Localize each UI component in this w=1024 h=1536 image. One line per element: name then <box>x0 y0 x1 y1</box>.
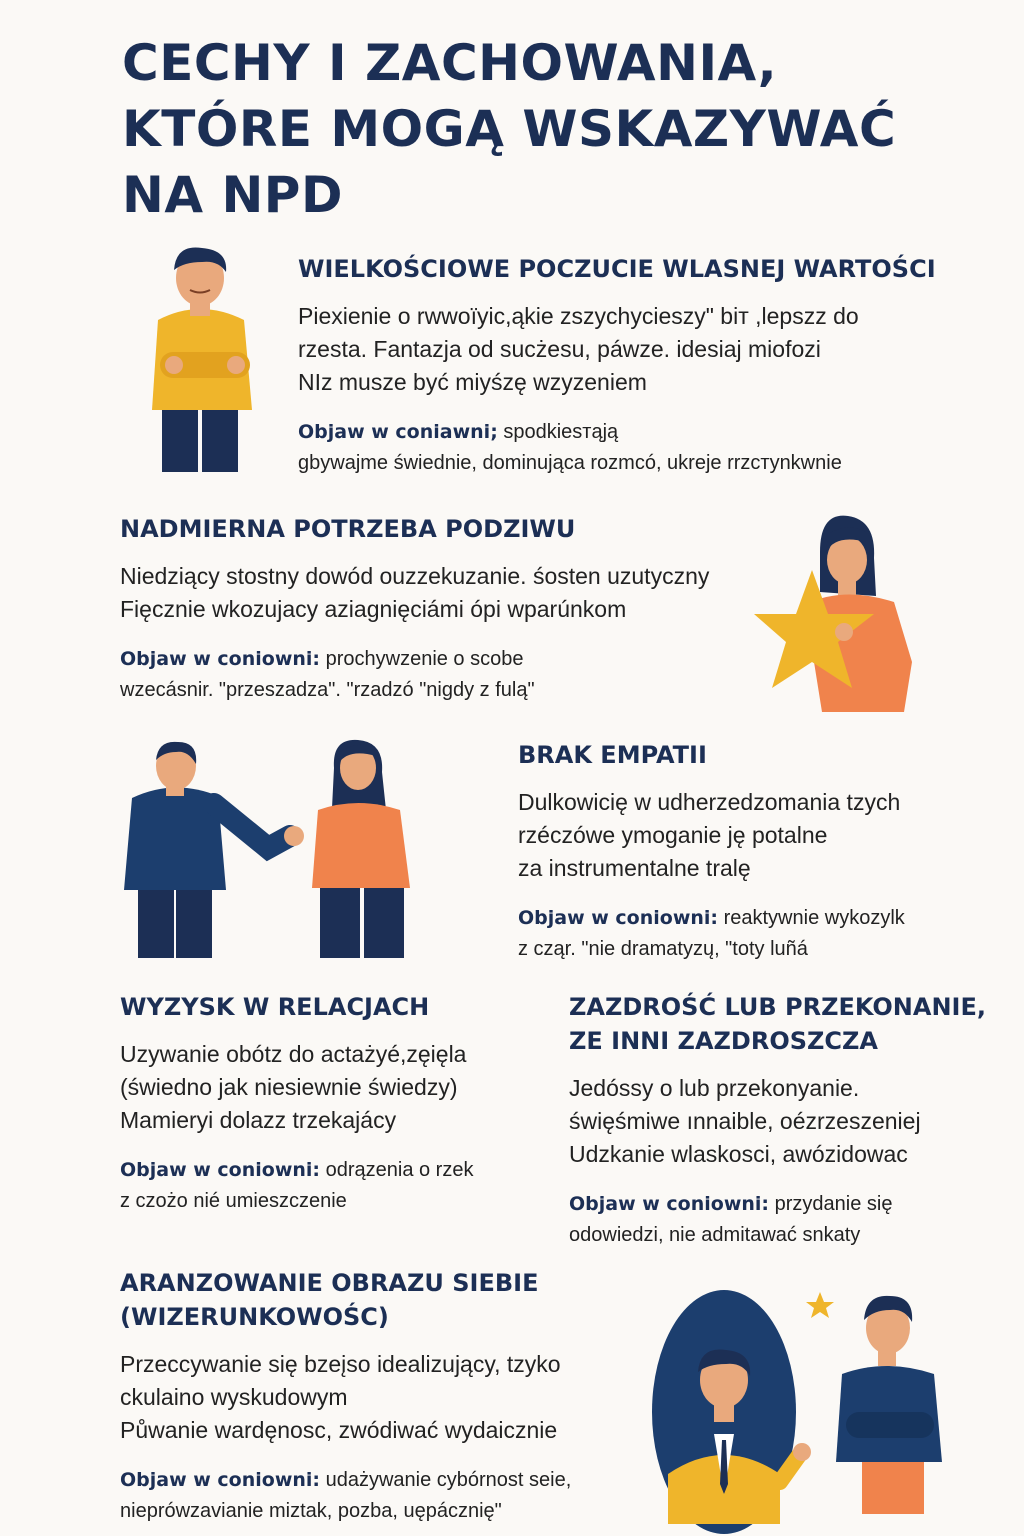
symptom-block <box>518 903 998 965</box>
section-self-image <box>120 1266 660 1527</box>
self-image-portrait-illustration <box>650 1284 950 1536</box>
man-and-woman-conversation-illustration <box>118 738 438 960</box>
symptom-text: odowiedzi, nie admitawać snkaty <box>569 1224 861 1246</box>
symptom-label: Objaw w coniowni: <box>120 1469 321 1491</box>
symptom-label: Objaw w coniowni: <box>518 907 719 929</box>
symptom-text: prochywzenie o scobe <box>325 648 524 670</box>
description-line: Przeccywanie się bzeįso idealizujący, tzyko <box>120 1351 561 1377</box>
description-line: Mamieryi dolazz trzekajácy <box>120 1107 397 1133</box>
symptom-text: wzecásnir. "przeszadza". "rzadzó "nigdy z fulą" <box>120 679 535 701</box>
symptom-text: udażywanie cybórnost seie, <box>325 1469 572 1491</box>
symptom-text: odrązenia o rzek <box>325 1159 474 1181</box>
symptom-block <box>120 1155 550 1217</box>
symptom-block <box>120 1465 660 1527</box>
description-line: Niedziący stostny dowód ouzzekuzanie. śosten uzutyczny <box>120 563 710 589</box>
section-title-line: BRAK EMPATII <box>518 741 707 769</box>
symptom-label: Objaw w coniowni: <box>120 1159 321 1181</box>
section-title <box>569 990 1009 1058</box>
section-title <box>120 1266 660 1334</box>
description-line: rzéczówe ymoganie ję potalne <box>518 822 828 848</box>
woman-with-star-illustration <box>744 512 924 712</box>
description-line: Udzkanie wlaskosci, awózidowac <box>569 1141 908 1167</box>
symptom-text: z czożo nié umieszczenie <box>120 1190 347 1212</box>
symptom-text: z cząr. "nie dramatyzų, "toty luñá <box>518 938 808 960</box>
section-title-line: ZAZDROŚĆ LUB PRZEKONANIE, <box>569 993 986 1021</box>
description-line: ckulaino wyskudowym <box>120 1384 348 1410</box>
section-title-line: WIELKOŚCIOWE POCZUCIE WLASNEJ WARTOŚCI <box>298 255 936 283</box>
symptom-label: Objaw w coniowni: <box>120 648 321 670</box>
section-title-line: ZE INNI ZAZDROSZCZA <box>569 1027 878 1055</box>
description-line: Jedóssy o lub przekonyanie. <box>569 1075 860 1101</box>
section-title <box>120 990 550 1024</box>
section-empathy <box>518 738 998 965</box>
page-title-line: CECHY I ZACHOWANIA, <box>122 34 778 92</box>
description-line: Fięcznie wkozujacy aziagnięciámi ópi wparúnkom <box>120 596 627 622</box>
section-title <box>518 738 998 772</box>
symptom-block <box>298 417 998 479</box>
section-grandiosity <box>298 252 998 479</box>
symptom-text: przydanie się <box>774 1193 893 1215</box>
description-line: za instrumentalne tralę <box>518 855 751 881</box>
description-line: święśmiwe ınnaible, oézrzeszeniej <box>569 1108 921 1134</box>
section-description <box>518 786 998 885</box>
symptom-label: Objaw w coniowni: <box>569 1193 770 1215</box>
page-title-line: NA NPD <box>122 166 343 224</box>
description-line: NIz musze być miyśzę wzyzeniem <box>298 369 647 395</box>
section-title-line: WYZYSK W RELACJACH <box>120 993 430 1021</box>
page-title <box>122 30 942 228</box>
section-description <box>120 1348 660 1447</box>
section-title <box>120 512 760 546</box>
section-description <box>120 1038 550 1137</box>
description-line: rzesta. Fantazja od sucżesu, páwze. idesiaj miofozi <box>298 336 821 362</box>
section-description <box>120 560 760 626</box>
symptom-label: Objaw w coniawni; <box>298 421 498 443</box>
description-line: Uzywanie obótz do actażyé,zęięla <box>120 1041 467 1067</box>
symptom-block <box>569 1189 1009 1251</box>
man-arms-crossed-illustration <box>140 240 270 480</box>
section-envy <box>569 990 1009 1251</box>
description-line: Piexienie o rwwoïyic,ąkie zszychycieszy" biт ,lepszz do <box>298 303 859 329</box>
symptom-text: nieprówzavianie miztak, pozba, uępácznię" <box>120 1500 502 1522</box>
symptom-text: gbywajme świednie, dominująca rozmcó, ukreje rrzcтynkwnie <box>298 452 842 474</box>
section-description <box>569 1072 1009 1171</box>
symptom-text: spodkiesтąją <box>503 421 619 443</box>
description-line: Půwanie wardęnosc, zwódiwać wydaicznie <box>120 1417 558 1443</box>
section-title <box>298 252 998 286</box>
section-title-line: ARANZOWANIE OBRAZU SIEBIE <box>120 1269 539 1297</box>
symptom-block <box>120 644 760 706</box>
page-title-line: KTÓRE MOGĄ WSKAZYWAĆ <box>122 100 897 158</box>
section-admiration <box>120 512 760 706</box>
section-description <box>298 300 998 399</box>
description-line: Dulkowicię w udherzedzomania tzych <box>518 789 901 815</box>
section-exploitation <box>120 990 550 1217</box>
section-title-line: (WIZERUNKOWOŚC) <box>120 1303 389 1331</box>
description-line: (świedno jak niesiewnie świedzy) <box>120 1074 458 1100</box>
symptom-text: reaktywnie wykozylk <box>723 907 905 929</box>
section-title-line: NADMIERNA POTRZEBA PODZIWU <box>120 515 576 543</box>
